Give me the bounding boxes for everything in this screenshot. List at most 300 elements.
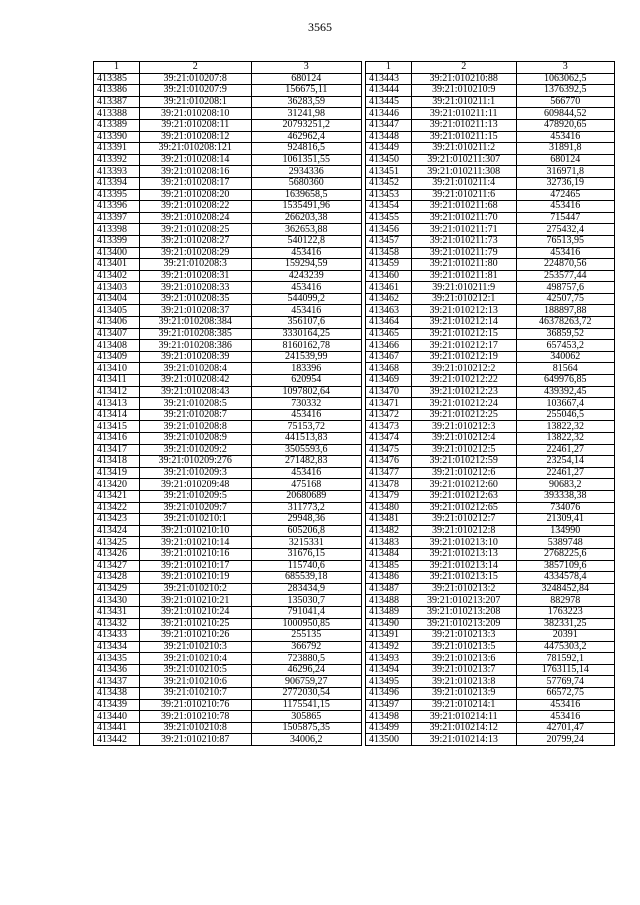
- value: 21309,41: [516, 514, 614, 526]
- value: 340062: [516, 351, 614, 363]
- value: 224870,56: [516, 259, 614, 271]
- cadastral-number: 39:21:010211:9: [411, 282, 516, 294]
- value: 441513,83: [251, 433, 361, 445]
- value: 906759,27: [251, 676, 361, 688]
- value: 4243239: [251, 270, 361, 282]
- cadastral-number: 39:21:010214:13: [411, 734, 516, 746]
- table-row: [94, 433, 362, 445]
- cadastral-number: 39:21:010212:13: [411, 305, 516, 317]
- value: 241539,99: [251, 351, 361, 363]
- table-row: [94, 108, 362, 120]
- cadastral-number: 39:21:010211:308: [411, 166, 516, 178]
- value: 188897,88: [516, 305, 614, 317]
- cadastral-number: 39:21:010208:25: [139, 224, 251, 236]
- row-number: 413438: [94, 688, 140, 700]
- cadastral-number: 39:21:010208:4: [139, 363, 251, 375]
- value: 566770: [516, 96, 614, 108]
- row-number: 413388: [94, 108, 140, 120]
- row-number: 413464: [366, 317, 412, 329]
- row-number: 413468: [366, 363, 412, 375]
- table-row: [94, 317, 362, 329]
- value: 20793251,2: [251, 119, 361, 131]
- row-number: 413424: [94, 525, 140, 537]
- cadastral-number: 39:21:010210:76: [139, 699, 251, 711]
- table-row: [94, 235, 362, 247]
- value: 478920,65: [516, 119, 614, 131]
- cadastral-number: 39:21:010211:307: [411, 154, 516, 166]
- table-row: [94, 375, 362, 387]
- value: 453416: [516, 201, 614, 213]
- value: 34006,2: [251, 734, 361, 746]
- cadastral-number: 39:21:010212:14: [411, 317, 516, 329]
- row-number: 413495: [366, 676, 412, 688]
- value: 366792: [251, 641, 361, 653]
- value: 253577,44: [516, 270, 614, 282]
- table-row: [366, 433, 615, 445]
- value: 29948,36: [251, 514, 361, 526]
- table-row: [366, 560, 615, 572]
- row-number: 413463: [366, 305, 412, 317]
- table-row: [366, 699, 615, 711]
- row-number: 413472: [366, 409, 412, 421]
- row-number: 413417: [94, 444, 140, 456]
- row-number: 413477: [366, 467, 412, 479]
- value: 2934336: [251, 166, 361, 178]
- row-number: 413396: [94, 201, 140, 213]
- table-row: [94, 688, 362, 700]
- cadastral-number: 39:21:010213:207: [411, 595, 516, 607]
- cadastral-number: 39:21:010208:3: [139, 259, 251, 271]
- value: 453416: [251, 247, 361, 259]
- table-row: [366, 85, 615, 97]
- cadastral-number: 39:21:010208:385: [139, 328, 251, 340]
- table-row: [94, 560, 362, 572]
- left-header-row: [94, 62, 362, 74]
- row-number: 413389: [94, 119, 140, 131]
- table-row: [366, 676, 615, 688]
- value: 3330164,25: [251, 328, 361, 340]
- cadastral-number: 39:21:010207:8: [139, 73, 251, 85]
- value: 924816,5: [251, 143, 361, 155]
- cadastral-number: 39:21:010208:35: [139, 293, 251, 305]
- table-row: [94, 664, 362, 676]
- table-row: [94, 456, 362, 468]
- row-number: 413414: [94, 409, 140, 421]
- value: 311773,2: [251, 502, 361, 514]
- table-row: [366, 154, 615, 166]
- cadastral-number: 39:21:010212:22: [411, 375, 516, 387]
- value: 4475303,2: [516, 641, 614, 653]
- row-number: 413461: [366, 282, 412, 294]
- table-row: [366, 734, 615, 746]
- table-row: [94, 479, 362, 491]
- row-number: 413398: [94, 224, 140, 236]
- table-row: [94, 328, 362, 340]
- table-row: [94, 606, 362, 618]
- value: 3857109,6: [516, 560, 614, 572]
- left-table: [93, 61, 362, 746]
- cadastral-number: 39:21:010213:10: [411, 537, 516, 549]
- table-row: [366, 143, 615, 155]
- cadastral-number: 39:21:010210:14: [139, 537, 251, 549]
- row-number: 413488: [366, 595, 412, 607]
- row-number: 413467: [366, 351, 412, 363]
- table-row: [366, 282, 615, 294]
- table-row: [366, 688, 615, 700]
- cadastral-number: 39:21:010212:60: [411, 479, 516, 491]
- table-row: [366, 548, 615, 560]
- table-row: [94, 630, 362, 642]
- value: 42507,75: [516, 293, 614, 305]
- cadastral-number: 39:21:010212:7: [411, 514, 516, 526]
- value: 90683,2: [516, 479, 614, 491]
- row-number: 413415: [94, 421, 140, 433]
- table-row: [366, 177, 615, 189]
- cadastral-number: 39:21:010208:37: [139, 305, 251, 317]
- value: 453416: [516, 247, 614, 259]
- cadastral-number: 39:21:010210:19: [139, 572, 251, 584]
- row-number: 413452: [366, 177, 412, 189]
- cadastral-number: 39:21:010209:5: [139, 490, 251, 502]
- table-row: [366, 618, 615, 630]
- row-number: 413403: [94, 282, 140, 294]
- row-number: 413449: [366, 143, 412, 155]
- row-number: 413409: [94, 351, 140, 363]
- row-number: 413480: [366, 502, 412, 514]
- cadastral-number: 39:21:010209:7: [139, 502, 251, 514]
- row-number: 413386: [94, 85, 140, 97]
- table-row: [366, 490, 615, 502]
- row-number: 413421: [94, 490, 140, 502]
- cadastral-number: 39:21:010211:15: [411, 131, 516, 143]
- value: 734076: [516, 502, 614, 514]
- row-number: 413454: [366, 201, 412, 213]
- table-row: [366, 479, 615, 491]
- value: 283434,9: [251, 583, 361, 595]
- value: 46378263,72: [516, 317, 614, 329]
- table-row: [94, 525, 362, 537]
- cadastral-number: 39:21:010210:24: [139, 606, 251, 618]
- row-number: 413456: [366, 224, 412, 236]
- row-number: 413395: [94, 189, 140, 201]
- row-number: 413404: [94, 293, 140, 305]
- table-row: [94, 177, 362, 189]
- column-header: 2: [139, 62, 251, 74]
- row-number: 413441: [94, 722, 140, 734]
- cadastral-number: 39:21:010208:29: [139, 247, 251, 259]
- table-row: [366, 514, 615, 526]
- row-number: 413416: [94, 433, 140, 445]
- page-number: 3565: [308, 20, 332, 34]
- value: 1063062,5: [516, 73, 614, 85]
- table-row: [94, 305, 362, 317]
- cadastral-number: 39:21:010211:68: [411, 201, 516, 213]
- table-row: [366, 363, 615, 375]
- row-number: 413457: [366, 235, 412, 247]
- row-number: 413462: [366, 293, 412, 305]
- table-row: [94, 351, 362, 363]
- value: 183396: [251, 363, 361, 375]
- table-row: [366, 212, 615, 224]
- row-number: 413470: [366, 386, 412, 398]
- row-number: 413418: [94, 456, 140, 468]
- cadastral-number: 39:21:010213:15: [411, 572, 516, 584]
- value: 382331,25: [516, 618, 614, 630]
- cadastral-number: 39:21:010210:3: [139, 641, 251, 653]
- cadastral-number: 39:21:010211:73: [411, 235, 516, 247]
- value: 605206,8: [251, 525, 361, 537]
- table-row: [94, 398, 362, 410]
- cadastral-number: 39:21:010213:14: [411, 560, 516, 572]
- value: 453416: [516, 131, 614, 143]
- table-row: [94, 653, 362, 665]
- table-row: [366, 201, 615, 213]
- cadastral-number: 39:21:010212:6: [411, 467, 516, 479]
- table-row: [366, 224, 615, 236]
- value: 685539,18: [251, 572, 361, 584]
- value: 1000950,85: [251, 618, 361, 630]
- table-row: [94, 421, 362, 433]
- cadastral-number: 39:21:010208:7: [139, 409, 251, 421]
- cadastral-number: 39:21:010210:78: [139, 711, 251, 723]
- value: 620954: [251, 375, 361, 387]
- cadastral-number: 39:21:010213:8: [411, 676, 516, 688]
- table-row: [94, 166, 362, 178]
- right-header-row: [366, 62, 615, 74]
- value: 20391: [516, 630, 614, 642]
- value: 544099,2: [251, 293, 361, 305]
- cadastral-number: 39:21:010211:4: [411, 177, 516, 189]
- row-number: 413497: [366, 699, 412, 711]
- row-number: 413460: [366, 270, 412, 282]
- value: 255046,5: [516, 409, 614, 421]
- cadastral-number: 39:21:010210:2: [139, 583, 251, 595]
- value: 31241,98: [251, 108, 361, 120]
- table-row: [94, 595, 362, 607]
- table-row: [94, 363, 362, 375]
- value: 159294,59: [251, 259, 361, 271]
- row-number: 413494: [366, 664, 412, 676]
- table-row: [94, 212, 362, 224]
- cadastral-number: 39:21:010211:1: [411, 96, 516, 108]
- value: 1639658,5: [251, 189, 361, 201]
- cadastral-number: 39:21:010212:2: [411, 363, 516, 375]
- table-row: [366, 606, 615, 618]
- row-number: 413459: [366, 259, 412, 271]
- value: 13822,32: [516, 421, 614, 433]
- row-number: 413445: [366, 96, 412, 108]
- value: 680124: [516, 154, 614, 166]
- value: 271482,83: [251, 456, 361, 468]
- value: 103667,4: [516, 398, 614, 410]
- row-number: 413487: [366, 583, 412, 595]
- table-row: [94, 467, 362, 479]
- cadastral-number: 39:21:010213:5: [411, 641, 516, 653]
- table-row: [94, 514, 362, 526]
- table-row: [366, 270, 615, 282]
- table-row: [94, 73, 362, 85]
- value: 75153,72: [251, 421, 361, 433]
- row-number: 413458: [366, 247, 412, 259]
- right-table: [365, 61, 615, 746]
- row-number: 413475: [366, 444, 412, 456]
- table-row: [94, 722, 362, 734]
- table-row: [94, 259, 362, 271]
- cadastral-number: 39:21:010210:16: [139, 548, 251, 560]
- table-row: [94, 247, 362, 259]
- value: 791041,4: [251, 606, 361, 618]
- value: 156675,11: [251, 85, 361, 97]
- value: 1061351,55: [251, 154, 361, 166]
- cadastral-number: 39:21:010208:14: [139, 154, 251, 166]
- row-number: 413490: [366, 618, 412, 630]
- cadastral-number: 39:21:010208:12: [139, 131, 251, 143]
- cadastral-number: 39:21:010211:71: [411, 224, 516, 236]
- row-number: 413392: [94, 154, 140, 166]
- value: 4334578,4: [516, 572, 614, 584]
- cadastral-number: 39:21:010210:88: [411, 73, 516, 85]
- row-number: 413406: [94, 317, 140, 329]
- table-row: [94, 189, 362, 201]
- cadastral-number: 39:21:010212:19: [411, 351, 516, 363]
- value: 316971,8: [516, 166, 614, 178]
- value: 680124: [251, 73, 361, 85]
- value: 66572,75: [516, 688, 614, 700]
- cadastral-number: 39:21:010212:4: [411, 433, 516, 445]
- row-number: 413440: [94, 711, 140, 723]
- row-number: 413407: [94, 328, 140, 340]
- table-row: [366, 630, 615, 642]
- row-number: 413486: [366, 572, 412, 584]
- table-row: [366, 409, 615, 421]
- cadastral-number: 39:21:010210:8: [139, 722, 251, 734]
- row-number: 413485: [366, 560, 412, 572]
- value: 31676,15: [251, 548, 361, 560]
- cadastral-number: 39:21:010214:12: [411, 722, 516, 734]
- cadastral-number: 39:21:010211:81: [411, 270, 516, 282]
- row-number: 413474: [366, 433, 412, 445]
- value: 266203,38: [251, 212, 361, 224]
- table-row: [366, 664, 615, 676]
- cadastral-number: 39:21:010212:65: [411, 502, 516, 514]
- table-row: [94, 572, 362, 584]
- table-row: [366, 328, 615, 340]
- value: 115740,6: [251, 560, 361, 572]
- row-number: 413455: [366, 212, 412, 224]
- value: 13822,32: [516, 433, 614, 445]
- table-row: [94, 119, 362, 131]
- table-row: [366, 444, 615, 456]
- value: 5680360: [251, 177, 361, 189]
- row-number: 413410: [94, 363, 140, 375]
- table-row: [366, 502, 615, 514]
- cadastral-number: 39:21:010212:15: [411, 328, 516, 340]
- row-number: 413499: [366, 722, 412, 734]
- row-number: 413500: [366, 734, 412, 746]
- cadastral-number: 39:21:010211:70: [411, 212, 516, 224]
- row-number: 413393: [94, 166, 140, 178]
- column-header: 1: [94, 62, 140, 74]
- table-row: [366, 108, 615, 120]
- row-number: 413483: [366, 537, 412, 549]
- cadastral-number: 39:21:010210:7: [139, 688, 251, 700]
- row-number: 413390: [94, 131, 140, 143]
- row-number: 413423: [94, 514, 140, 526]
- table-row: [366, 525, 615, 537]
- value: 472465: [516, 189, 614, 201]
- cadastral-number: 39:21:010213:9: [411, 688, 516, 700]
- cadastral-number: 39:21:010208:5: [139, 398, 251, 410]
- row-number: 413428: [94, 572, 140, 584]
- cadastral-number: 39:21:010209:48: [139, 479, 251, 491]
- row-number: 413466: [366, 340, 412, 352]
- cadastral-number: 39:21:010208:39: [139, 351, 251, 363]
- cadastral-number: 39:21:010210:6: [139, 676, 251, 688]
- table-row: [366, 305, 615, 317]
- value: 1763223: [516, 606, 614, 618]
- cadastral-number: 39:21:010208:17: [139, 177, 251, 189]
- value: 23254,14: [516, 456, 614, 468]
- column-header: 1: [366, 62, 412, 74]
- row-number: 413443: [366, 73, 412, 85]
- cadastral-number: 39:21:010208:33: [139, 282, 251, 294]
- cadastral-number: 39:21:010209:2: [139, 444, 251, 456]
- table-row: [366, 722, 615, 734]
- table-row: [94, 270, 362, 282]
- row-number: 413425: [94, 537, 140, 549]
- row-number: 413397: [94, 212, 140, 224]
- value: 1376392,5: [516, 85, 614, 97]
- cadastral-number: 39:21:010209:3: [139, 467, 251, 479]
- value: 31891,8: [516, 143, 614, 155]
- row-number: 413430: [94, 595, 140, 607]
- row-number: 413484: [366, 548, 412, 560]
- value: 540122,8: [251, 235, 361, 247]
- table-row: [94, 734, 362, 746]
- row-number: 413411: [94, 375, 140, 387]
- value: 453416: [251, 467, 361, 479]
- cadastral-number: 39:21:010214:11: [411, 711, 516, 723]
- cadastral-number: 39:21:010210:5: [139, 664, 251, 676]
- table-row: [366, 421, 615, 433]
- row-number: 413450: [366, 154, 412, 166]
- table-row: [366, 293, 615, 305]
- cadastral-number: 39:21:010208:386: [139, 340, 251, 352]
- value: 134990: [516, 525, 614, 537]
- cadastral-number: 39:21:010208:16: [139, 166, 251, 178]
- table-row: [366, 351, 615, 363]
- value: 36283,59: [251, 96, 361, 108]
- row-number: 413419: [94, 467, 140, 479]
- row-number: 413453: [366, 189, 412, 201]
- column-header: 3: [251, 62, 361, 74]
- table-row: [94, 490, 362, 502]
- cadastral-number: 39:21:010210:1: [139, 514, 251, 526]
- row-number: 413429: [94, 583, 140, 595]
- row-number: 413496: [366, 688, 412, 700]
- table-row: [94, 293, 362, 305]
- row-number: 413401: [94, 259, 140, 271]
- value: 32736,19: [516, 177, 614, 189]
- value: 730332: [251, 398, 361, 410]
- table-row: [94, 154, 362, 166]
- row-number: 413426: [94, 548, 140, 560]
- value: 1535491,96: [251, 201, 361, 213]
- table-row: [366, 572, 615, 584]
- cadastral-number: 39:21:010213:6: [411, 653, 516, 665]
- cadastral-number: 39:21:010210:10: [139, 525, 251, 537]
- table-row: [94, 676, 362, 688]
